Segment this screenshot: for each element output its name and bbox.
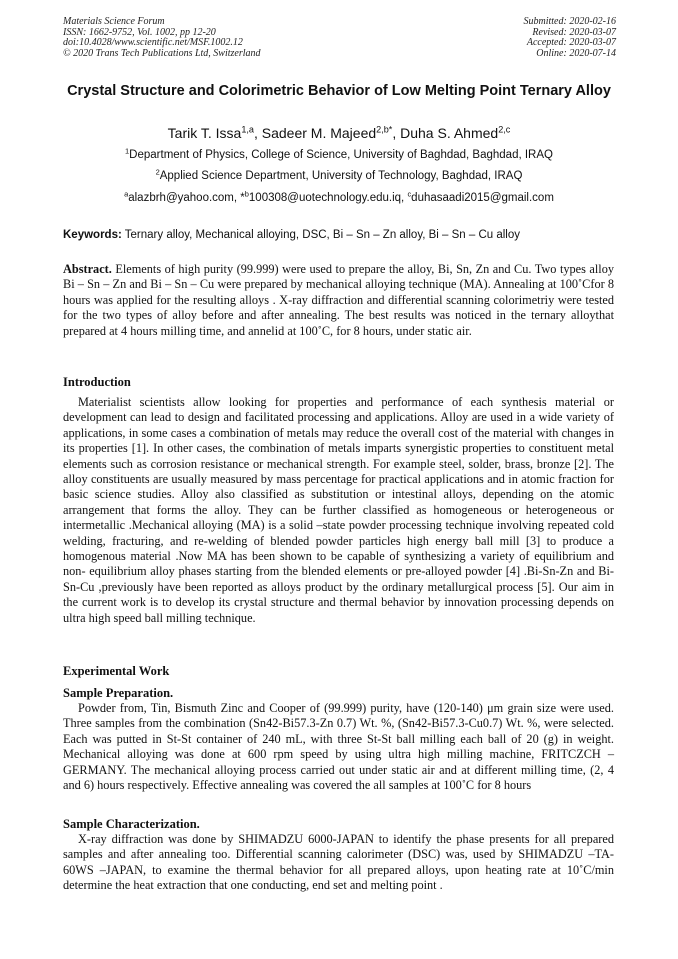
introduction-paragraph: Materialist scientists allow looking for properties and performance of each synthesis material or development can lead to design and facilitated processing and applications. Alloy are used in a wide variety of applications, in some cases a combination of metals may reduce the overall cost of the material with changes in its properties [1]. In other cases, the combination of metals imparts synergistic properties to constituent metal elements such as corrosion resistance or mechanical strength. For example steel, solder, brass, bronze [2]. The alloy constituents are usually measured by mass percentage for practical applications and in atomic fraction for basic science studies. Alloy also classified as substitution or intestinal alloys, depending on the atomic arrangement that forms the alloy. They can be further classified as homogeneous or heterogeneous or intermetallic .Mechanical alloying (MA) is a solid –state powder processing technique involving repeated cold welding, fracturing, and re-welding of blended powder particles high energy ball mill [3] to produce a homogenous material .Now MA has been shown to be capable of synthesizing a variety of equilibrium and non- equilibrium alloy phases starting from the blended elements or pre-alloyed powder [4] .Bi-Sn-Zn and Bi-Sn-Cu ,previously have been reported as alloys product by the ordinary metallurgical process [5]. Our aim in the current work is to develop its crystal structure and thermal behavior by innovation processing depends on ultra high speed ball milling technique. — [63, 395, 614, 625]
sample-preparation-paragraph: Powder from, Tin, Bismuth Zinc and Cooper of (99.999) purity, have (120-140) μm grain size were used. Three samples from the combination (Sn42-Bi57.3-Zn 0.7) Wt. %, (Sn42-Bi57.3-Cu0.7) Wt. %, were selected. Each was putted in St-St container of 240 mL, with three St-St ball milling each ball of 20 (g) in weight. Mechanical alloying was done at 600 rpm speed by using ultra high milling machine, FRITCZCH –GERMANY. The mechanical alloying process carried out under static air and at different milling time, (2, 4 and 6) hours respectively. Effective annealing was covered the all samples at 100˚C for 8 hours — [63, 701, 614, 793]
abstract-text: Elements of high purity (99.999) were used to prepare the alloy, Bi, Sn, Zn and Cu. Two types alloy Bi – Sn – Zn and Bi – Sn – Cu were prepared by mechanical alloying technique (MA). Annealing at 100˚Cfor 8 hours was applied for the resulting alloys . X-ray diffraction and differential scanning colorimetriy were tested for the two types of alloy before and after annealing. The best results was noticed in the ternary alloythat prepared at 4 hours milling time, and annelid at 100˚C, for 8 hours, under static air. — [63, 262, 614, 338]
email-text: alazbrh@yahoo.com, * — [128, 192, 245, 204]
sample-preparation-heading: Sample Preparation. — [63, 686, 174, 700]
sample-characterization-heading: Sample Characterization. — [63, 817, 200, 831]
journal-header-left — [63, 17, 261, 59]
author-name: Sadeer M. Majeed — [261, 125, 377, 141]
email-text: 100308@uotechnology.edu.iq, — [248, 192, 408, 204]
author-superscript: 2,b* — [376, 124, 393, 135]
author-separator: , — [253, 125, 262, 141]
journal-issn: ISSN: 1662-9752, Vol. 1002, pp 12-20 — [63, 26, 216, 38]
author-superscript: 2,c — [498, 124, 511, 135]
affiliation-1 — [40, 146, 638, 162]
email-marker: b — [244, 189, 249, 199]
date-submitted: Submitted: 2020-02-16 — [523, 16, 616, 27]
email-marker: c — [407, 189, 412, 199]
date-online: Online: 2020-07-14 — [536, 47, 616, 59]
journal-copyright: © 2020 Trans Tech Publications Ltd, Switzerland — [63, 47, 261, 59]
author-name: Duha S. Ahmed — [400, 125, 499, 141]
author-list — [40, 125, 638, 141]
sample-characterization-paragraph: X-ray diffraction was done by SHIMADZU 6000-JAPAN to identify the phase presents for all prepared samples and after annealing too. Differential scanning calorimeter (DSC) was, used by SHIMADZU –TA-60WS –JAPAN, to examine the thermal behavior for all prepared alloys, upon heating rate at 10˚C/min determine the heat extraction that one conducting, end set and melting point . — [63, 832, 614, 893]
author-superscript: 1,a — [241, 124, 254, 135]
author-separator: , — [392, 125, 401, 141]
journal-header-right — [524, 17, 617, 59]
abstract — [63, 262, 614, 339]
affiliation-text: Applied Science Department, University of Technology, Baghdad, IRAQ — [159, 170, 523, 182]
author-name: Tarik T. Issa — [167, 125, 242, 141]
email-marker: a — [124, 189, 129, 199]
affiliation-marker: 1 — [125, 146, 130, 156]
affiliation-2 — [40, 167, 638, 183]
journal-doi: doi:10.4028/www.scientific.net/MSF.1002.12 — [63, 37, 243, 49]
date-revised: Revised: 2020-03-07 — [532, 26, 616, 38]
keywords-text: Ternary alloy, Mechanical alloying, DSC, Bi – Sn – Zn alloy, Bi – Sn – Cu alloy — [121, 229, 521, 241]
affiliation-marker: 2 — [155, 167, 160, 177]
author-emails — [40, 189, 638, 205]
abstract-label: Abstract. — [63, 262, 112, 276]
keywords-label: Keywords: — [63, 229, 122, 241]
date-accepted: Accepted: 2020-03-07 — [526, 37, 616, 49]
journal-name: Materials Science Forum — [63, 16, 165, 27]
keywords — [63, 228, 618, 242]
email-text: duhasaadi2015@gmail.com — [411, 192, 554, 204]
introduction-heading: Introduction — [63, 375, 131, 389]
paper-title: Crystal Structure and Colorimetric Behavior of Low Melting Point Ternary Alloy — [67, 83, 611, 99]
affiliation-text: Department of Physics, College of Science, University of Baghdad, Baghdad, IRAQ — [129, 149, 553, 161]
experimental-heading: Experimental Work — [63, 664, 170, 678]
